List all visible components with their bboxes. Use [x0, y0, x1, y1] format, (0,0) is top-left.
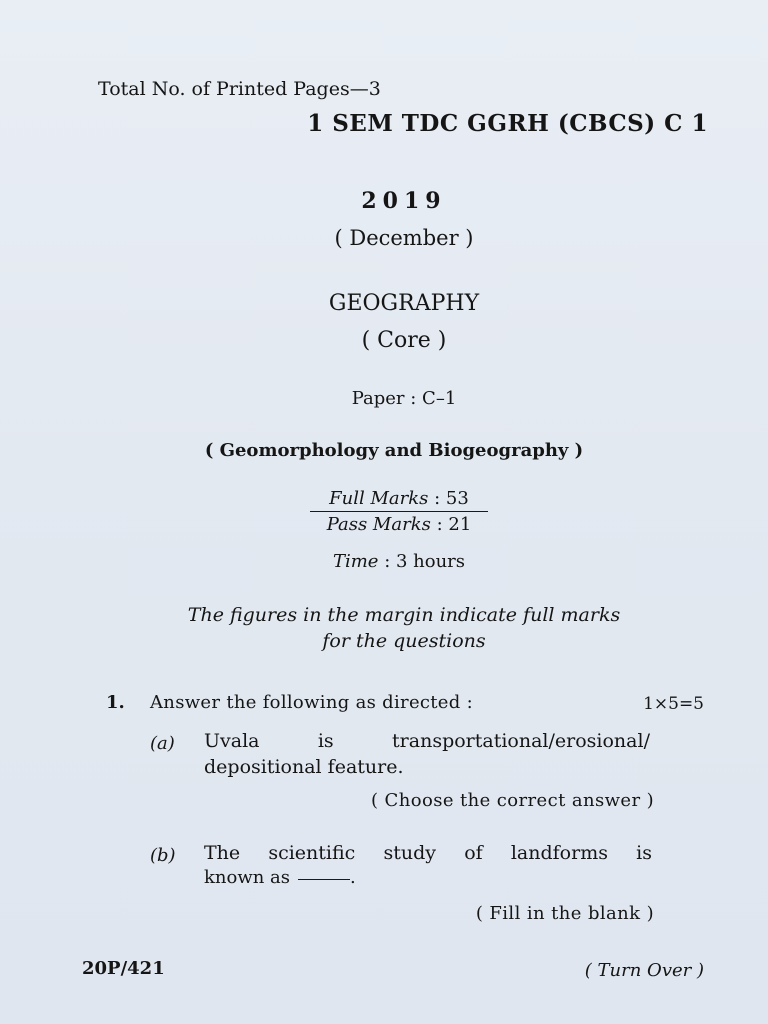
- pass-marks: [310, 512, 488, 535]
- full-marks-value: : 53: [434, 488, 469, 509]
- subquestion-b-word: scientific: [268, 842, 356, 864]
- subquestion-a-line2: depositional feature.: [204, 756, 404, 778]
- subquestion-b-line2: [204, 867, 356, 888]
- exam-month: ( December ): [334, 226, 474, 250]
- subquestion-b-line1: [204, 842, 652, 864]
- course-code: 1 SEM TDC GGRH (CBCS) C 1: [307, 110, 708, 137]
- subquestion-a-label: (a): [150, 733, 175, 754]
- subquestion-b-label: (b): [150, 845, 176, 866]
- subquestion-b-word: is: [636, 842, 652, 864]
- subquestion-a-instruction: ( Choose the correct answer ): [371, 790, 654, 811]
- exam-year: 2019: [361, 188, 447, 214]
- subquestion-b-word: of: [464, 842, 483, 864]
- pass-marks-value: : 21: [436, 514, 472, 535]
- subquestion-b-line2-end: .: [350, 867, 356, 888]
- paper-title: ( Geomorphology and Biogeography ): [204, 440, 584, 461]
- subquestion-a-word: is: [317, 730, 334, 752]
- margin-instruction-line2: for the questions: [322, 630, 486, 652]
- subquestion-b-instruction: ( Fill in the blank ): [475, 903, 654, 924]
- subquestion-b-word: landforms: [510, 842, 608, 864]
- subquestion-a-line1: [204, 730, 650, 752]
- printed-pages-count: Total No. of Printed Pages—3: [98, 78, 381, 100]
- subject-title: GEOGRAPHY: [328, 291, 480, 316]
- question-number: 1.: [106, 692, 125, 713]
- subquestion-b-word: study: [383, 842, 437, 864]
- fill-in-blank: [298, 879, 350, 880]
- paper-code: 20P/421: [82, 958, 165, 979]
- pass-marks-label: Pass Marks: [326, 514, 431, 535]
- subquestion-a-word: Uvala: [204, 730, 260, 752]
- full-marks-label: Full Marks: [329, 488, 429, 509]
- margin-instruction: [0, 602, 768, 654]
- turn-over-note: ( Turn Over ): [584, 960, 704, 981]
- paper-number: Paper : C–1: [351, 388, 457, 409]
- exam-time: [0, 551, 768, 572]
- question-marks: 1×5=5: [643, 694, 704, 714]
- question-text: Answer the following as directed :: [150, 692, 473, 713]
- full-marks: [310, 488, 488, 512]
- subquestion-b-line2-text: known as: [204, 867, 291, 888]
- subquestion-a-word: transportational/erosional/: [392, 730, 650, 752]
- margin-instruction-line1: The figures in the margin indicate full marks: [187, 604, 621, 626]
- time-value: : 3 hours: [384, 551, 466, 572]
- course-type: ( Core ): [361, 328, 447, 353]
- marks-block: [310, 488, 488, 535]
- time-label: Time: [332, 551, 379, 572]
- subquestion-b-word: The: [204, 842, 241, 864]
